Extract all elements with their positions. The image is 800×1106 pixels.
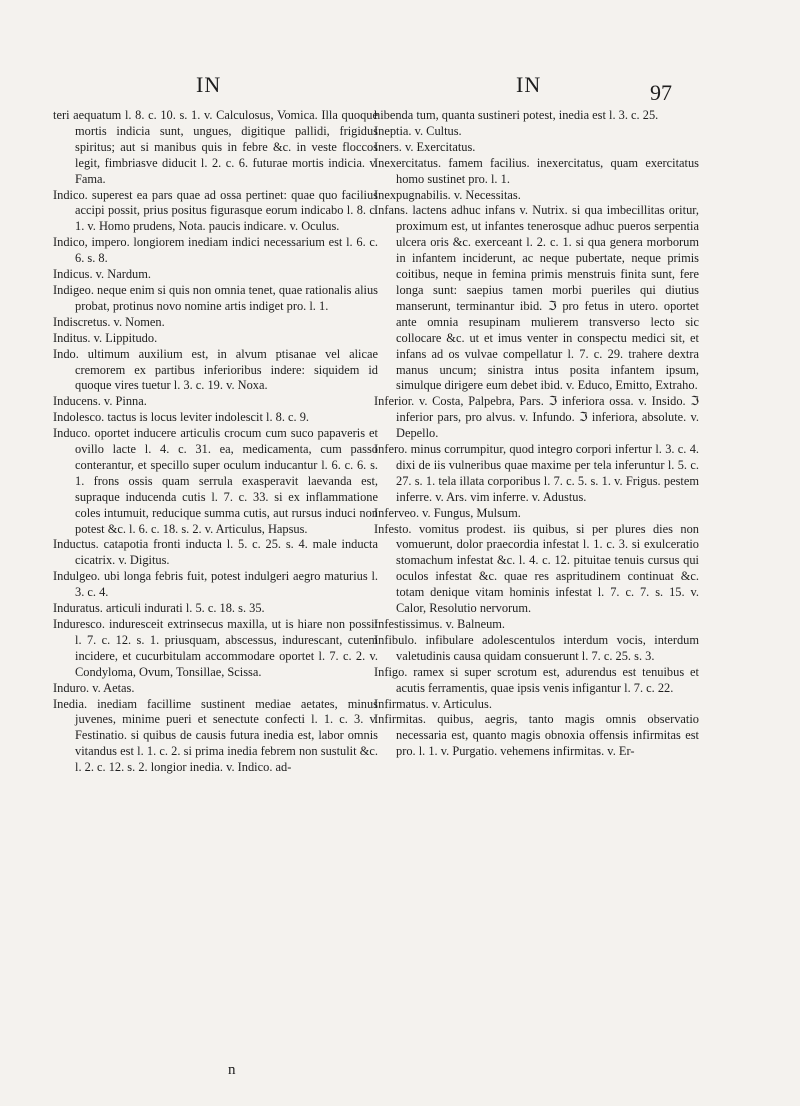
signature-mark: n — [228, 1062, 236, 1078]
entry: Inexercitatus. famem facilius. inexercitatus, quam exercitatus homo sustinet pro. l. 1. — [374, 155, 699, 186]
entry: Induro. v. Aetas. — [53, 680, 135, 695]
left-column — [53, 108, 378, 776]
entry: Indico. superest ea pars quae ad ossa pertinet: quae quo facilius accipi possit, prius positus figurasque eorum indicabo l. 8. c. 1. v. Homo prudens, Nota. paucis indicare. v. Oculus. — [53, 187, 378, 234]
entry: Induratus. articuli indurati l. 5. c. 18. s. 35. — [53, 601, 265, 616]
entry: Infirmitas. quibus, aegris, tanto magis omnis observatio necessaria est, quanto magis obnoxia offensis infirmitas est pro. l. 1. v. Purgatio. vehemens infirmitas. v. Er- — [374, 712, 699, 759]
entry: Infigo. ramex si super scrotum est, adurendus est tenuibus et acutis ferramentis, quae ipsis venis infigantur l. 7. c. 22. — [374, 664, 699, 695]
right-column — [374, 108, 699, 760]
entry: Inferveo. v. Fungus, Mulsum. — [374, 505, 521, 520]
header-left-guideword: IN — [196, 72, 222, 97]
entry: Inedia. inediam facillime sustinent mediae aetates, minus juvenes, minime pueri et senectute confecti l. 1. c. 3. v. Festinatio. si quibus de causis futura inedia est, labor omnis vitandus est l. 1. c. 2. si prima inedia febrem non sustulit &c. l. 2. c. 12. s. 2. longior inedia. v. Indico. ad- — [53, 696, 378, 775]
entry: Indolesco. tactus is locus leviter indolescit l. 8. c. 9. — [53, 410, 310, 425]
entry: Indo. ultimum auxilium est, in alvum ptisanae vel alicae cremorem ex partibus inferioribus indere: siquidem id quoque vires tuetur l. 3. c. 19. v. Noxa. — [53, 346, 378, 393]
entry: teri aequatum l. 8. c. 10. s. 1. v. Calculosus, Vomica. Illa quoque mortis indicia sunt, ungues, digitique pallidi, frigidus spiritus; aut si manibus quis in febre &c. in veste floccos legit, fimbriasve diducit l. 2. c. 6. futurae mortis indicia. v. Fama. — [53, 108, 378, 186]
running-header — [0, 72, 800, 112]
entry: Indigeo. neque enim si quis non omnia tenet, quae rationalis alius probat, protinus novo nomine artis indiget pro. l. 1. — [53, 282, 378, 313]
entry: hibenda tum, quanta sustineri potest, inedia est l. 3. c. 25. — [374, 108, 659, 122]
entry: Inductus. catapotia fronti inducta l. 5. c. 25. s. 4. male inducta cicatrix. v. Digitus. — [53, 537, 378, 568]
entry: Indiscretus. v. Nomen. — [53, 314, 165, 329]
entry: Indulgeo. ubi longa febris fuit, potest indulgeri aegro maturius l. 3. c. 4. — [53, 569, 378, 600]
entry: Indico, impero. longiorem inediam indici necessarium est l. 6. c. 6. s. 8. — [53, 235, 378, 266]
header-right-guideword: IN — [516, 72, 542, 97]
entry: Infans. lactens adhuc infans v. Nutrix. si qua imbecillitas oritur, proximum est, ut infantes tenerosque adhuc pueros serpentia ulcera oris &c. exerceant l. 2. c. 1. si qua genera morborum in infantem inciderunt, ac neque pubertate, neque primis coitibus, neque in femina primis menstruis finita sunt, fere longa sunt: saepius tamen morbi pueriles qui diutius manserunt, terminantur ibid. ℑ pro fetus in utero. oportet ante omnia resupinam mulierem transverso lecto sic collocare &c. ut et imus venter in conspectu medici sit, et infans ad os vulvae compellatur l. 7. c. 29. trahere dextra manus uncum; sinistra intus posita infantem ipsum, simulque dirigere eum debet ibid. v. Educo, Emitto, Extraho. — [374, 203, 699, 393]
entry: Infestissimus. v. Balneum. — [374, 617, 506, 631]
entry: Inducens. v. Pinna. — [53, 394, 147, 409]
entry: Inditus. v. Lippitudo. — [53, 330, 158, 345]
entry: Iners. v. Exercitatus. — [374, 139, 476, 154]
entry: Inferior. v. Costa, Palpebra, Pars. ℑ inferiora ossa. v. Insido. ℑ inferior pars, pro alvus. v. Infundo. ℑ inferiora, absolute. v. Depello. — [374, 394, 699, 441]
entry: Infesto. vomitus prodest. iis quibus, si per plures dies non vomuerunt, dolor praecordia infestat l. 1. c. 3. si exulceratio stomachum infestat &c. l. 4. c. 12. pituitae tenuis cursus qui oculos infestat &c. quae res aspritudinem continuat &c. totam denique vitam hominis infestat l. 7. c. 7. s. 15. v. Calor, Resolutio nervorum. — [374, 521, 699, 616]
entry: Ineptia. v. Cultus. — [374, 123, 462, 138]
page-number: 97 — [650, 80, 672, 105]
entry: Infibulo. infibulare adolescentulos interdum vocis, interdum valetudinis causa quidam consuerunt l. 7. c. 25. s. 3. — [374, 632, 699, 663]
entry: Infero. minus corrumpitur, quod integro corpori infertur l. 3. c. 4. dixi de iis vulneribus quae maxime per tela inferuntur l. 5. c. 27. s. 1. tela illata corporibus l. 7. c. 5. s. 1. v. Frigus. pestem inferre. v. Ars. vim inferre. v. Adustus. — [374, 442, 699, 504]
entry: Indicus. v. Nardum. — [53, 267, 151, 282]
entry: Induresco. induresceit extrinsecus maxilla, ut is hiare non possit l. 7. c. 12. s. 1. priusquam, abscessus, indurescant, cutem incidere, et cucurbitulam accommodare oportet l. 7. c. 2. v. Condyloma, Ovum, Tonsillae, Scissa. — [53, 617, 378, 679]
entry: Inexpugnabilis. v. Necessitas. — [374, 187, 521, 202]
entry: Induco. oportet inducere articulis crocum cum suco papaveris et ovillo lacte l. 4. c. 31. ea, medicamenta, cum passo conterantur, et specillo super oculum inducantur l. 6. c. 6. s. 1. frons ossis quam serrula exasperavit laevanda est, supraque inducenda cutis l. 7. c. 33. si ex inflammatione coles intumuit, reducique summa cutis, aut rursus induci non potest &c. l. 6. c. 18. s. 2. v. Articulus, Hapsus. — [53, 426, 378, 536]
entry: Infirmatus. v. Articulus. — [374, 696, 492, 711]
